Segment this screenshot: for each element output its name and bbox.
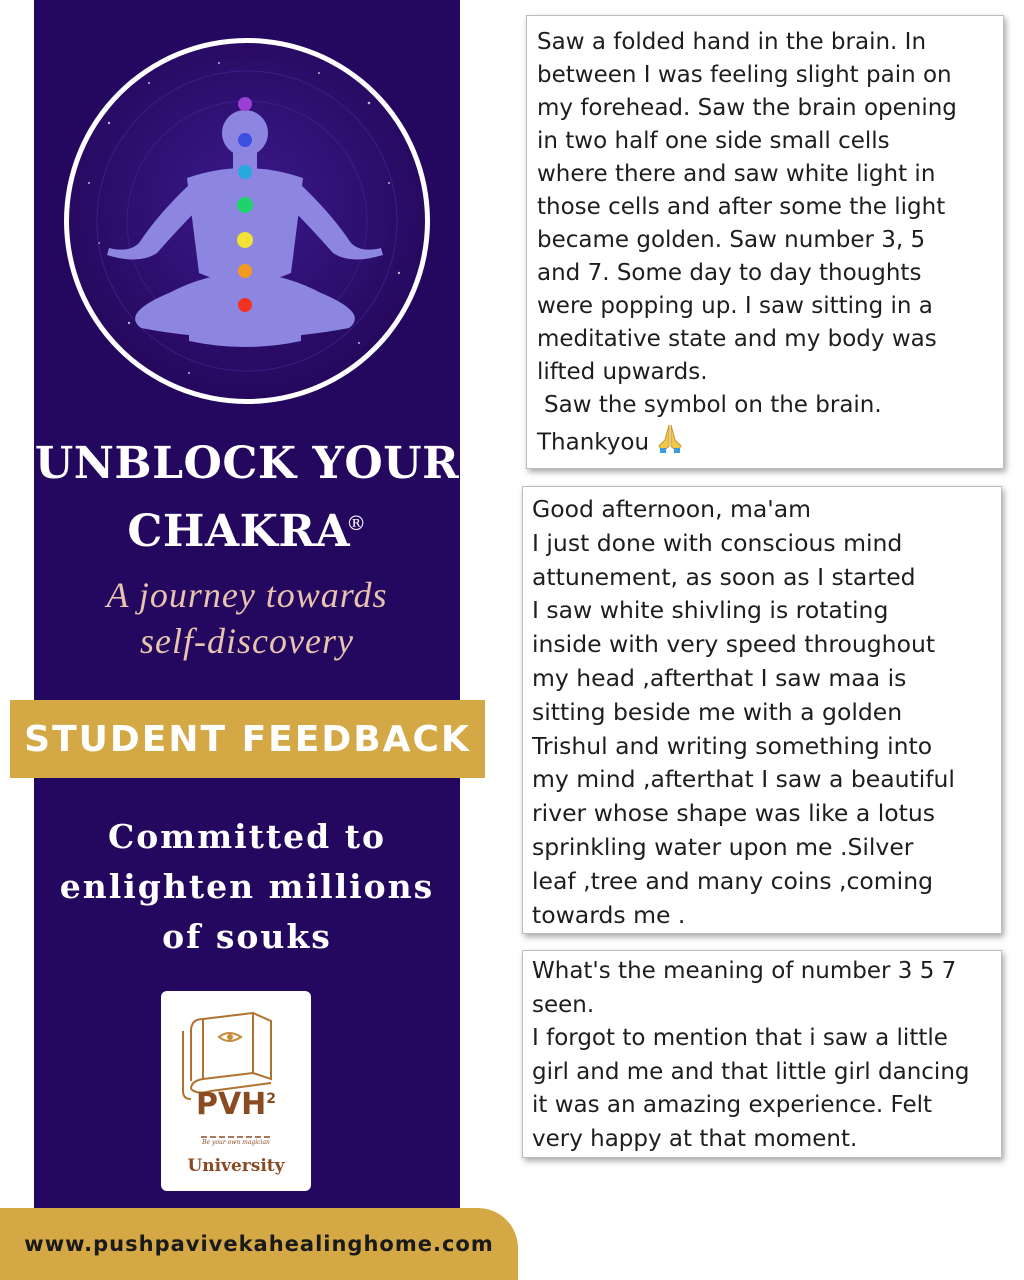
feedback-2-line: I just done with conscious mind <box>532 528 903 557</box>
feedback-1-line: where there and saw white light in <box>537 161 936 187</box>
commitment-line2: enlighten millions <box>59 867 435 906</box>
feedback-2-line: leaf ,tree and many coins ,coming <box>532 866 934 895</box>
solar-plexus-chakra-dot <box>237 232 253 248</box>
feedback-2-line: my mind ,afterthat I saw a beautiful <box>532 765 955 794</box>
feedback-card-2 <box>522 486 1002 934</box>
feedback-1-line: my forehead. Saw the brain opening <box>537 95 957 121</box>
feedback-1-last-line <box>537 422 1003 464</box>
logo-slogan: Be your own magician <box>202 1139 270 1146</box>
feedback-1-line: were popping up. I saw sitting in a <box>537 293 933 319</box>
feedback-3-line: I forgot to mention that i saw a little <box>532 1025 948 1051</box>
feedback-card-1 <box>526 15 1004 469</box>
website-link[interactable]: www.pushpavivekahealinghome.com <box>0 1208 518 1280</box>
logo-pvh-text: PVH$^2$ <box>195 1087 277 1122</box>
feedback-2-line: towards me . <box>532 900 686 929</box>
root-chakra-dot <box>238 298 252 312</box>
headline-chakra-word: CHAKRA <box>127 506 351 557</box>
throat-chakra-dot <box>238 165 252 179</box>
feedback-2-line: attunement, as soon as I started <box>532 562 916 591</box>
feedback-3-line: it was an amazing experience. Felt <box>532 1092 933 1118</box>
feedback-1-line: became golden. Saw number 3, 5 <box>537 227 926 253</box>
tagline-line2: self-discovery <box>140 621 354 661</box>
feedback-2-line: sprinkling water upon me .Silver <box>532 832 914 861</box>
student-feedback-banner: STUDENT FEEDBACK <box>10 700 485 778</box>
feedback-2-line: my head ,afterthat I saw maa is <box>532 663 907 692</box>
feedback-1-line: Saw the symbol on the brain. <box>544 392 882 418</box>
feedback-1-line: between I was feeling slight pain on <box>537 62 952 88</box>
meditation-figure-image <box>69 43 425 399</box>
commitment-line1: Committed to <box>108 817 386 856</box>
feedback-1-line: and 7. Some day to day thoughts <box>537 260 922 286</box>
headline-line1: UNBLOCK YOUR <box>34 438 460 489</box>
commitment-line3: of souks <box>162 917 332 956</box>
feedback-1-line: lifted upwards. <box>537 359 708 385</box>
thankyou-text: Thankyou <box>537 429 650 456</box>
university-logo <box>161 991 311 1191</box>
feedback-3-line: girl and me and that little girl dancing <box>532 1058 970 1085</box>
headline-line2 <box>34 506 460 557</box>
registered-mark: ® <box>346 511 367 536</box>
sacral-chakra-dot <box>238 264 252 278</box>
feedback-1-line: Saw a folded hand in the brain. In <box>537 29 927 55</box>
folded-hands-icon <box>655 422 685 464</box>
feedback-3-line: seen. <box>532 991 595 1018</box>
tagline-line1: A journey towards <box>106 575 388 615</box>
heart-chakra-dot <box>237 197 253 213</box>
feedback-2-line: inside with very speed throughout <box>532 630 936 659</box>
feedback-2-line: Trishul and writing something into <box>532 731 933 760</box>
logo-university-text: University <box>187 1156 285 1176</box>
feedback-2-line: I saw white shivling is rotating <box>532 596 889 625</box>
feedback-2-line: river whose shape was like a lotus <box>532 799 935 828</box>
feedback-3-line: What's the meaning of number 3 5 7 <box>532 958 957 984</box>
feedback-1-line: in two half one side small cells <box>537 128 890 154</box>
feedback-2-line: Good afternoon, ma'am <box>532 495 812 523</box>
third-eye-chakra-dot <box>238 133 252 147</box>
feedback-3-line: very happy at that moment. <box>532 1125 858 1152</box>
feedback-1-line: meditative state and my body was <box>537 326 937 352</box>
feedback-1-line: those cells and after some the light <box>537 194 946 220</box>
feedback-card-3 <box>522 950 1002 1158</box>
feedback-2-line: sitting beside me with a golden <box>532 697 903 726</box>
crown-chakra-dot <box>238 97 252 111</box>
